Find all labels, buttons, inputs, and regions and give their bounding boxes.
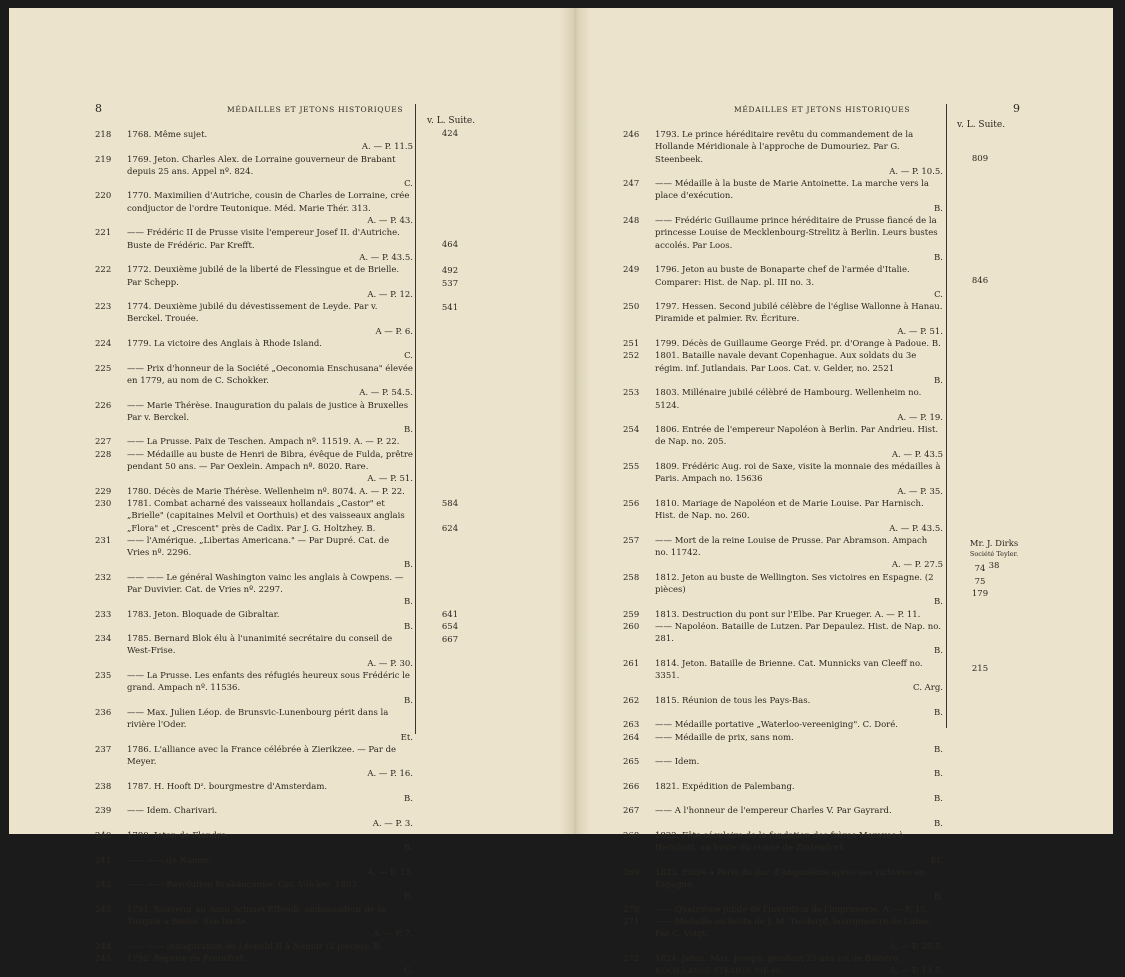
entry-ref: Et. (400, 732, 413, 743)
margin-number: 492 (441, 266, 459, 276)
entry-ref: B. (404, 794, 413, 805)
entry-ref: A. — P. 10.5. (889, 166, 943, 177)
right-page-header: MÉDAILLES ET JETONS HISTORIQUES (734, 105, 911, 114)
list-item (623, 658, 943, 695)
entry-text: —— Prix d'honneur de la Société „Oeconomia Enschusana" élevée en 1779, au nom de C. Schokker. (127, 363, 413, 386)
list-item (623, 572, 943, 609)
list-item (95, 486, 413, 498)
entry-number: 267 (623, 806, 640, 817)
list-item (95, 609, 413, 634)
entry-number: 262 (623, 695, 640, 706)
entry-text: —— —— Inauguration de Léopold II à Namur (2 pièces). B. (127, 941, 383, 952)
list-item (623, 830, 943, 867)
entry-number: 249 (623, 265, 640, 276)
entry-text: 1796. Jeton au buste de Bonaparte chef de l'armée d'Italie. Comparer: Hist. de Nap. pl. III no. 3. (655, 265, 910, 288)
margin-number: 584 (441, 499, 459, 509)
entry-number: 238 (95, 781, 112, 792)
entry-ref: A. — P. 30. (367, 658, 413, 669)
entry-text: —— Max. Julien Léop. de Brunsvic-Lunenbourg périt dans la rivière l'Oder. (127, 707, 389, 731)
entry-text: 1801. Bataille navale devant Copenhague. Aux soldats du 3e régim. inf. Jutlandais. Par Loos. Cat. v. Gelder, no. 2521 (655, 351, 917, 374)
list-item (95, 744, 413, 781)
entry-text: —— La Prusse. Les enfants des réfugiés heureux sous Frédéric le grand. Ampach nº. 11536. (127, 671, 410, 694)
entry-number: 224 (95, 339, 112, 350)
entry-number: 222 (95, 265, 112, 276)
entry-ref: B. (934, 707, 943, 718)
entry-ref: A. — P. 43. (367, 216, 413, 227)
list-item (95, 363, 413, 400)
entry-number: 261 (623, 658, 640, 669)
entry-number: 272 (623, 953, 640, 964)
entry-ref: B. (404, 621, 413, 632)
entry-text: —— —— de Namur. (127, 855, 212, 866)
list-item (623, 387, 943, 424)
margin-number: 846 (971, 276, 989, 286)
list-item (623, 781, 943, 806)
entry-number: 253 (623, 388, 640, 399)
entry-text: 1809. Frédéric Aug. roi de Saxe, visite la monnaie des médailles à Paris. Ampach no. 15636 (655, 462, 941, 485)
entry-text: 1797. Hessen. Second jubilé célèbre de l'église Wallonne à Hanau. Piramide et palmier. Rv. Écriture. (655, 302, 943, 325)
right-entries (623, 129, 943, 977)
entry-number: 226 (95, 400, 112, 411)
entry-text: 1814. Jeton. Bataille de Brienne. Cat. Munnicks van Cleeff no. 3351. (655, 658, 923, 682)
entry-number: 269 (623, 867, 640, 878)
entry-number: 255 (623, 462, 640, 473)
entry-ref: A. — P. 28.5. (889, 941, 943, 952)
left-column-header: v. L. Suite. (427, 116, 476, 126)
entry-text: 1786. L'alliance avec la France célébrée à Zierikzee. — Par de Meyer. (127, 744, 397, 768)
entry-ref: A. — P. 12. (367, 289, 413, 300)
entry-number: 248 (623, 216, 640, 227)
entry-text: 1791. Souvenir au Asmi Achmet Effendi, ambassadeur de la Turquie à Berlin. Son buste. (127, 904, 386, 927)
margin-number: 624 (441, 524, 459, 534)
entry-text: 1787. H. Hooft Dᶻ. bourgmestre d'Amsterdam. (127, 781, 328, 792)
entry-ref: B. (404, 560, 413, 571)
entry-text: 1799. Décès de Guillaume George Fréd. pr. d'Orange à Padoue. B. (655, 339, 941, 350)
list-item (623, 916, 943, 953)
list-item (623, 178, 943, 215)
footer-smallcaps: NOCH LANGE STRAHLE SIE etc. (655, 967, 786, 976)
list-item (623, 609, 943, 621)
entry-number: 239 (95, 806, 112, 817)
entry-ref: A. — P. 43.5. (889, 523, 943, 534)
entry-text: —— —— Le général Washington vainc les anglais à Cowpens. — Par Duvivier. Cat. de Vries nº. 2297. (127, 572, 404, 595)
entry-number: 270 (623, 904, 640, 915)
entry-text: —— Frédéric II de Prusse visite l'empereur Josef II. d'Autriche. Buste de Frédéric. Par Krefft. (127, 228, 400, 251)
entry-number: 245 (95, 953, 112, 964)
left-column-rule (415, 104, 416, 734)
entry-ref: B. (934, 892, 943, 903)
list-item (95, 879, 413, 904)
list-item (623, 264, 943, 301)
entry-text: 1768. Même sujet. (127, 130, 208, 140)
entry-text: 1792. Reprise de Francfort. (127, 953, 247, 964)
entry-text: —— Idem. Charivari. (127, 806, 218, 817)
entry-ref: A. — P. 3. (372, 818, 413, 829)
list-item (623, 461, 943, 498)
margin-number: 654 (441, 622, 459, 632)
entry-ref: A. — P. 13.5. (889, 966, 943, 977)
entry-text: 1770. Maximilien d'Autriche, cousin de Charles de Lorraine, crée condjuctor de l'ordre Teutonique. Méd. Marie Thér. 313. (127, 191, 410, 214)
margin-number: 424 (441, 129, 459, 139)
list-item (95, 190, 413, 227)
list-item (623, 498, 943, 535)
entry-text: 1781. Combat acharné des vaisseaux hollandais „Castor" et „Brielle" (capitaines Melvil et Oorthuis) et des vaisseaux anglais „Flora" et „Crescent" près de Cadix. Par J. G. Holtzhey. B. (127, 498, 405, 534)
entry-text: 1779. La victoire des Anglais à Rhode Island. (127, 339, 322, 350)
entry-ref: A. — P. 35. (897, 486, 943, 497)
entry-ref: B. (934, 203, 943, 214)
entry-ref: B. (404, 843, 413, 854)
list-item (623, 867, 943, 904)
margin-number: 38 (988, 561, 1000, 571)
entry-text: —— l'Amérique. „Libertas Americana." — Par Dupré. Cat. de Vries nº. 2296. (127, 535, 390, 559)
entry-text: 1780. Décès de Marie Thérèse. Wellenheim nº. 8074. A. — P. 22. (127, 486, 405, 497)
list-item (623, 695, 943, 720)
list-item (623, 719, 943, 731)
entry-text: —— Médaille de prix, sans nom. (655, 732, 794, 743)
entry-text: 1772. Deuxième jubilé de la liberté de Flessingue et de Brielle. Par Schepp. (127, 265, 400, 288)
list-item (623, 129, 943, 178)
entry-number: 256 (623, 498, 640, 509)
list-item (95, 498, 413, 535)
left-entries (95, 129, 413, 977)
entry-ref: A. — P. 51. (897, 326, 943, 337)
entry-ref: B. (404, 695, 413, 706)
list-item (95, 904, 413, 941)
entry-ref: A. — P. 7. (372, 929, 413, 940)
entry-text: 1785. Bernard Blok élu à l'unanimité secrétaire du conseil de West-Frise. (127, 634, 393, 657)
entry-text: 1790. Jeton de Flandre. (127, 830, 229, 841)
entry-number: 242 (95, 880, 112, 891)
list-item (95, 400, 413, 437)
entry-number: 247 (623, 179, 640, 190)
entry-number: 221 (95, 228, 112, 239)
entry-text: —— Médaille au buste de Henri de Bibra, évêque de Fulda, prêtre pendant 50 ans. — Par Oexlein. Ampach nº. 8020. Rare. (127, 449, 413, 473)
entry-number: 254 (623, 425, 640, 436)
entry-ref: C. Arg. (913, 683, 943, 694)
entry-number: 227 (95, 437, 112, 448)
entry-text: —— Médaille au buste de J. M. Tesdorpf, bourgmestre de Lubec. Par C. Voigt. (655, 917, 934, 940)
list-item (95, 227, 413, 264)
entry-number: 259 (623, 609, 640, 620)
entry-number: 258 (623, 572, 640, 583)
entry-number: 230 (95, 498, 112, 509)
list-item (623, 301, 943, 338)
entry-text: —— Médaille portative „Waterloo-vereeniging". C. Doré. (655, 720, 898, 731)
margin-number: 541 (441, 303, 459, 313)
entry-text: —— Napoléon. Bataille de Lutzen. Par Depaulez. Hist. de Nap. no. 281. (655, 621, 941, 645)
entry-text: 1824. Jeton. Max. Joseph, pendant 25 ans roi de Bavière. (655, 953, 901, 964)
book-spread (9, 8, 1113, 977)
list-item (623, 621, 943, 658)
entry-number: 231 (95, 535, 112, 546)
margin-number: 74 (974, 564, 986, 574)
list-item (623, 338, 943, 350)
entry-text: —— Marie Thérèse. Inauguration du palais de justice à Bruxelles Par v. Berckel. (127, 400, 409, 423)
list-item (95, 941, 413, 953)
entry-ref: B. (934, 744, 943, 755)
entry-ref: C. (934, 289, 943, 300)
entry-ref: B. (934, 252, 943, 263)
list-item (95, 805, 413, 830)
entry-number: 234 (95, 634, 112, 645)
entry-number: 268 (623, 830, 640, 841)
margin-number: 809 (971, 154, 989, 164)
entry-number: 243 (95, 904, 112, 915)
entry-text: 1812. Jeton au buste de Wellington. Ses victoires en Espagne. (2 pièces) (655, 572, 934, 595)
list-item (623, 953, 943, 965)
entry-text: 1803. Millénaire jubilé célèbré de Hambourg. Wellenheim no. 5124. (655, 388, 922, 411)
list-item (623, 350, 943, 387)
entry-number: 264 (623, 732, 640, 743)
entry-number: 240 (95, 830, 112, 841)
entry-text: —— Mort de la reine Louise de Prusse. Par Abramson. Ampach no. 11742. (655, 535, 928, 559)
entry-ref: A. — P. 43.5. (359, 252, 413, 263)
page-fold (560, 8, 590, 834)
list-item (95, 535, 413, 572)
list-item (623, 424, 943, 461)
entry-ref: B. (934, 794, 943, 805)
entry-text: —— Idem. (655, 757, 700, 768)
entry-number: 244 (95, 941, 112, 952)
list-item (95, 633, 413, 670)
entry-text: —— —— Révolution Brabançonne. Cat. Völcker. 1803. (127, 880, 360, 891)
list-item (95, 449, 413, 486)
entry-ref: A. — P. 27.5 (891, 560, 943, 571)
entry-ref: A. — P. 43.5 (891, 449, 943, 460)
list-item (623, 805, 943, 830)
entry-text: 1783. Jeton. Bloquade de Gibraltar. (127, 609, 280, 620)
entry-ref: B. (404, 892, 413, 903)
list-item (623, 965, 943, 977)
collector-institution: Société Teyler. (969, 550, 1019, 558)
entry-ref: B. (934, 769, 943, 780)
entry-number: 237 (95, 744, 112, 755)
entry-number: 225 (95, 363, 112, 374)
list-item (95, 953, 413, 977)
entry-text: 1793. Le prince héréditaire revêtu du commandement de la Hollande Méridionale à l'approche de Dumouriez. Par G. Steenbeek. (655, 130, 914, 165)
entry-text: 1813. Destruction du pont sur l'Elbe. Par Krueger. A. — P. 11. (655, 609, 921, 620)
entry-text: 1810. Mariage de Napoléon et de Marie Louise. Par Harnisch. Hist. de Nap. no. 260. (655, 498, 924, 522)
entry-number: 246 (623, 130, 640, 140)
list-item (95, 264, 413, 301)
right-column-rule (946, 104, 947, 728)
right-page-number: 9 (1013, 102, 1020, 115)
entry-number: 271 (623, 917, 640, 927)
entry-text: 1774. Deuxième jubilé du dévestissement de Leyde. Par v. Berckel. Trouée. (127, 302, 378, 325)
entry-number: 241 (95, 855, 112, 866)
entry-ref: A — P. 6. (375, 326, 413, 337)
entry-ref: A. — P. 19. (897, 412, 943, 423)
entry-text: 1806. Entrée de l'empereur Napoléon à Berlin. Par Andrieu. Hist. de Nap. no. 205. (655, 425, 939, 448)
list-item (95, 129, 413, 154)
list-item (95, 572, 413, 609)
list-item (95, 781, 413, 806)
entry-number: 236 (95, 707, 112, 718)
list-item (95, 154, 413, 191)
entry-number: 232 (95, 572, 112, 583)
entry-ref: B. (404, 425, 413, 436)
entry-number: 218 (95, 130, 112, 140)
entry-ref: A. — P. 13. (367, 867, 413, 878)
entry-number: 223 (95, 302, 112, 313)
entry-number: 251 (623, 339, 640, 350)
entry-ref: B. (404, 597, 413, 608)
entry-ref: B. (934, 597, 943, 608)
list-item (623, 215, 943, 264)
entry-ref: A. — P. 51. (367, 474, 413, 485)
entry-text: —— Frédéric Guillaume prince héréditaire de Prusse fiancé de la princesse Louise de Mecklenbourg-Strelitz à Berlin. Leurs bustes accolés. Par Loos. (655, 216, 938, 251)
entry-number: 260 (623, 621, 640, 632)
entry-number: 220 (95, 191, 112, 202)
entry-ref: Et. (930, 855, 943, 866)
entry-ref: A. — P. 11.5 (361, 142, 413, 153)
entry-number: 263 (623, 720, 640, 731)
entry-ref: B. (934, 818, 943, 829)
entry-text: —— Quatrième jubilé de l'invention de l'imprimerie. A. — P. 15. (655, 904, 929, 915)
list-item (623, 904, 943, 916)
margin-number: 75 (974, 577, 986, 587)
entry-number: 235 (95, 671, 112, 682)
margin-number: 667 (441, 635, 459, 645)
entry-number: 257 (623, 535, 640, 546)
entry-number: 229 (95, 486, 112, 497)
left-page-number: 8 (95, 102, 102, 115)
entry-ref: B. (934, 646, 943, 657)
entry-number: 252 (623, 351, 640, 362)
entry-number: 219 (95, 154, 112, 165)
entry-number: 250 (623, 302, 640, 313)
list-item (95, 301, 413, 338)
entry-number: 265 (623, 757, 640, 768)
entry-text: 1769. Jeton. Charles Alex. de Lorraine gouverneur de Brabant depuis 25 ans. Appel nº. 824. (127, 154, 396, 177)
list-item (95, 830, 413, 855)
entry-text: 1821. Expédition de Palembang. (655, 781, 795, 792)
entry-number: 228 (95, 449, 112, 460)
entry-text: —— La Prusse. Paix de Teschen. Ampach nº. 11519. A. — P. 22. (127, 437, 400, 448)
entry-ref: C. (404, 966, 413, 977)
left-page-header: MÉDAILLES ET JETONS HISTORIQUES (227, 105, 404, 114)
right-column-header: v. L. Suite. (957, 120, 1006, 130)
list-item (95, 707, 413, 744)
list-item (623, 756, 943, 781)
margin-number: 464 (441, 240, 459, 250)
list-item (623, 535, 943, 572)
list-item (95, 338, 413, 363)
entry-text: 1815. Réunion de tous les Pays-Bas. (655, 695, 811, 706)
collector-name: Mr. J. Dirks (969, 539, 1019, 549)
entry-ref: A. — P. 54.5. (359, 388, 413, 399)
list-item (623, 732, 943, 757)
entry-number: 233 (95, 609, 112, 620)
entry-ref: B. (934, 375, 943, 386)
entry-ref: A. — P. 16. (367, 769, 413, 780)
entry-ref: C. (404, 179, 413, 190)
margin-number: 215 (971, 664, 989, 674)
list-item (95, 436, 413, 448)
entry-text: —— Médaille à la buste de Marie Antoinette. La marche vers la place d'exécution. (655, 179, 929, 202)
list-item (95, 855, 413, 880)
margin-number: 179 (971, 589, 989, 599)
margin-number: 641 (441, 610, 459, 620)
margin-number: 537 (441, 279, 459, 289)
entry-text: —— A l'honneur de l'empereur Charles V. Par Gayrard. (655, 806, 892, 817)
list-item (95, 670, 413, 707)
entry-number: 266 (623, 781, 640, 792)
entry-text: 1823. Entré à Paris du duc d'Angoulème après ses victoires en Espagne. (655, 867, 926, 891)
entry-ref: C. (404, 351, 413, 362)
entry-text: 1822. Fête séculaire de la fondation des frères Moraves à Hernhutt, au buste du comte de Zinzendorf. (655, 830, 904, 854)
